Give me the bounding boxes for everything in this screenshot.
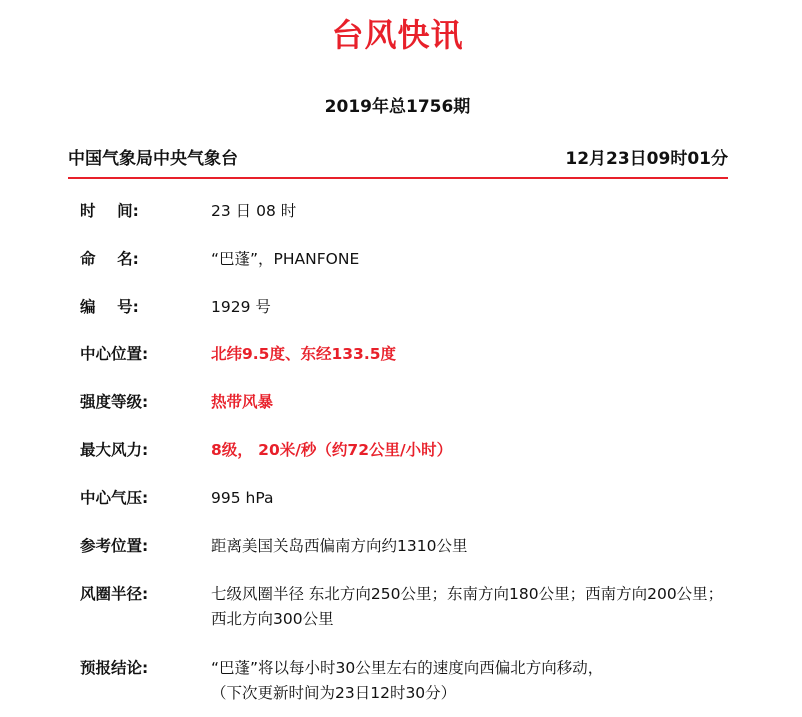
field-number: [80, 295, 730, 320]
field-value: “巴蓬”，PHANFONE: [211, 250, 360, 268]
field-label: 中心气压:: [80, 489, 149, 507]
field-label: 参考位置:: [80, 537, 149, 555]
page-title: 台风快讯: [331, 16, 464, 54]
field-value: 热带风暴: [211, 393, 274, 411]
field-max-wind: [80, 438, 730, 463]
field-intensity: [80, 390, 730, 415]
forecast-line-2: （下次更新时间为23日12时30分）: [211, 684, 457, 702]
header-row: [68, 144, 728, 169]
field-value: 距离美国关岛西偏南方向约1310公里: [211, 537, 468, 555]
field-pressure: [80, 486, 730, 511]
field-label: 命 名:: [80, 250, 139, 268]
field-value: 1929 号: [211, 298, 271, 316]
header-divider: [68, 177, 728, 179]
field-value: 七级风圈半径 东北方向250公里；东南方向180公里；西南方向200公里；西北方向300公里: [211, 585, 724, 628]
field-value: 23 日 08 时: [211, 202, 297, 220]
field-value: [211, 656, 730, 706]
field-forecast: [80, 656, 730, 706]
issue-number: 2019年总1756期: [324, 97, 471, 117]
agency-name: 中国气象局中央气象台: [68, 149, 238, 169]
field-value: 北纬9.5度、东经133.5度: [211, 345, 396, 363]
field-label: 时 间:: [80, 202, 139, 220]
field-time: [80, 199, 730, 224]
forecast-line-1: “巴蓬”将以每小时30公里左右的速度向西偏北方向移动，: [211, 659, 604, 677]
field-label: 编 号:: [80, 298, 139, 316]
issue-datetime: 12月23日09时01分: [565, 149, 728, 169]
field-label: 最大风力:: [80, 441, 149, 459]
field-label: 风圈半径:: [80, 585, 149, 603]
field-name: [80, 247, 730, 272]
field-value: 8级， 20米/秒（约72公里/小时）: [211, 441, 453, 459]
field-reference: [80, 534, 730, 559]
field-label: 强度等级:: [80, 393, 149, 411]
field-center: [80, 342, 730, 367]
field-label: 中心位置:: [80, 345, 149, 363]
field-radius: [80, 582, 730, 632]
field-value: 995 hPa: [211, 489, 274, 507]
field-label: 预报结论:: [80, 659, 149, 677]
